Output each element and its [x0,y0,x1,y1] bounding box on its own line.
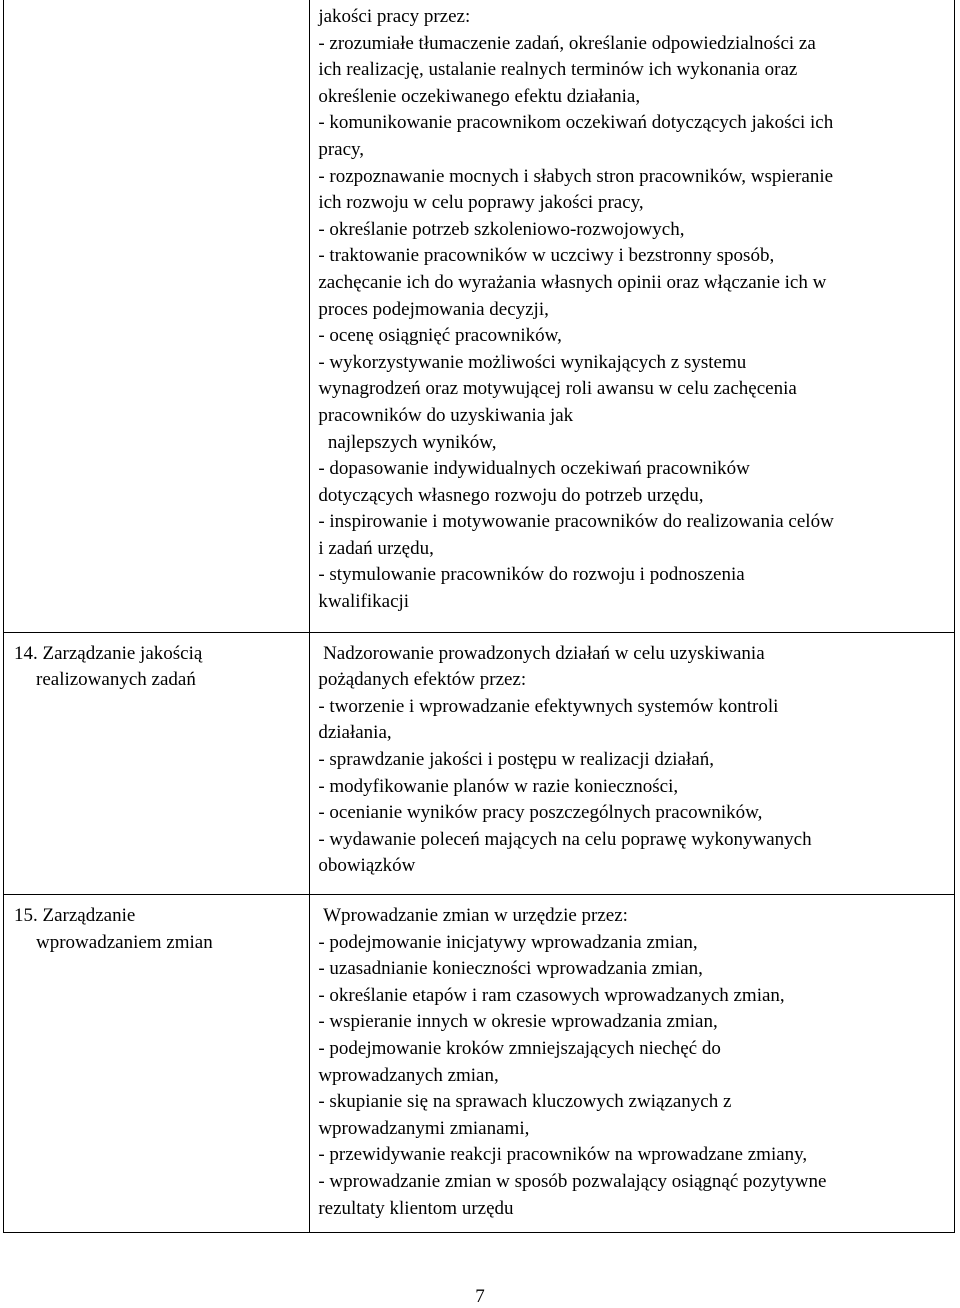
row-label-line1: 15. Zarządzanie [14,905,136,926]
competency-table [3,0,955,1233]
row-content-text: Nadzorowanie prowadzonych działań w celu uzyskiwania pożądanych efektów przez: - tworzenie i wprowadzanie efektywnych systemów kontroli działania, - sprawdzanie jakości i postępu w realizacji działań, - modyfikowanie planów w razie konieczności, - ocenianie wyników pracy poszczególnych pracowników, - wydawanie poleceń mających na celu poprawę wykonywanych obowiązków [318,642,812,877]
table-row [4,632,955,894]
row-label-line2: realizowanych zadań [36,669,196,691]
row-label-cell [4,632,310,894]
row-content-cell [310,0,955,632]
row-content-cell [310,895,955,1233]
row-content-cell [310,632,955,894]
row-label-line2: wprowadzaniem zmian [36,931,213,953]
table-row [4,895,955,1233]
table-row [4,0,955,632]
row-content-text: Wprowadzanie zmian w urzędzie przez: - podejmowanie inicjatywy wprowadzania zmian, - uzasadnianie konieczności wprowadzania zmian, - określanie etapów i ram czasowych wprowadzanych zmian, - wspieranie innych w okresie wprowadzania zmian, - podejmowanie kroków zmniejszających niechęć do wprowadzanych zmian, - skupianie się na sprawach kluczowych związanych z wprowadzanymi zmianami, - przewidywanie reakcji pracowników na wprowadzane zmiany, - wprowadzanie zmian w sposób pozwalający osiągnąć pozytywne rezultaty klientom urzędu [318,905,827,1219]
row-label-line1: 14. Zarządzanie jakością [14,642,203,664]
row-label-cell [4,895,310,1233]
row-label-cell [4,0,310,632]
row-content-text: jakości pracy przez: - zrozumiałe tłumaczenie zadań, określanie odpowiedzialności za ich realizację, ustalanie realnych terminów ich wykonania oraz określenie oczekiwanego efektu działania, - komunikowanie pracownikom oczekiwań dotyczących jakości ich pracy, - rozpoznawanie mocnych i słabych stron pracowników, wspieranie ich rozwoju w celu poprawy jakości pracy, - określanie potrzeb szkoleniowo-rozwojowych, - traktowanie pracowników w uczciwy i bezstronny sposób, zachęcanie ich do wyrażania własnych opinii oraz włączanie ich w proces podejmowania decyzji, - ocenę osiągnięć pracowników, - wykorzystywanie możliwości wynikających z systemu wynagrodzeń oraz motywującej roli awansu w celu zachęcenia pracowników do uzyskiwania jak najlepszych wyników, - dopasowanie indywidualnych oczekiwań pracowników dotyczących własnego rozwoju do potrzeb urzędu, - inspirowanie i motywowanie pracowników do realizowania celów i zadań urzędu, - stymulowanie pracowników do rozwoju i podnoszenia kwalifikacji [318,6,834,613]
page-number: 7 [475,1286,485,1307]
